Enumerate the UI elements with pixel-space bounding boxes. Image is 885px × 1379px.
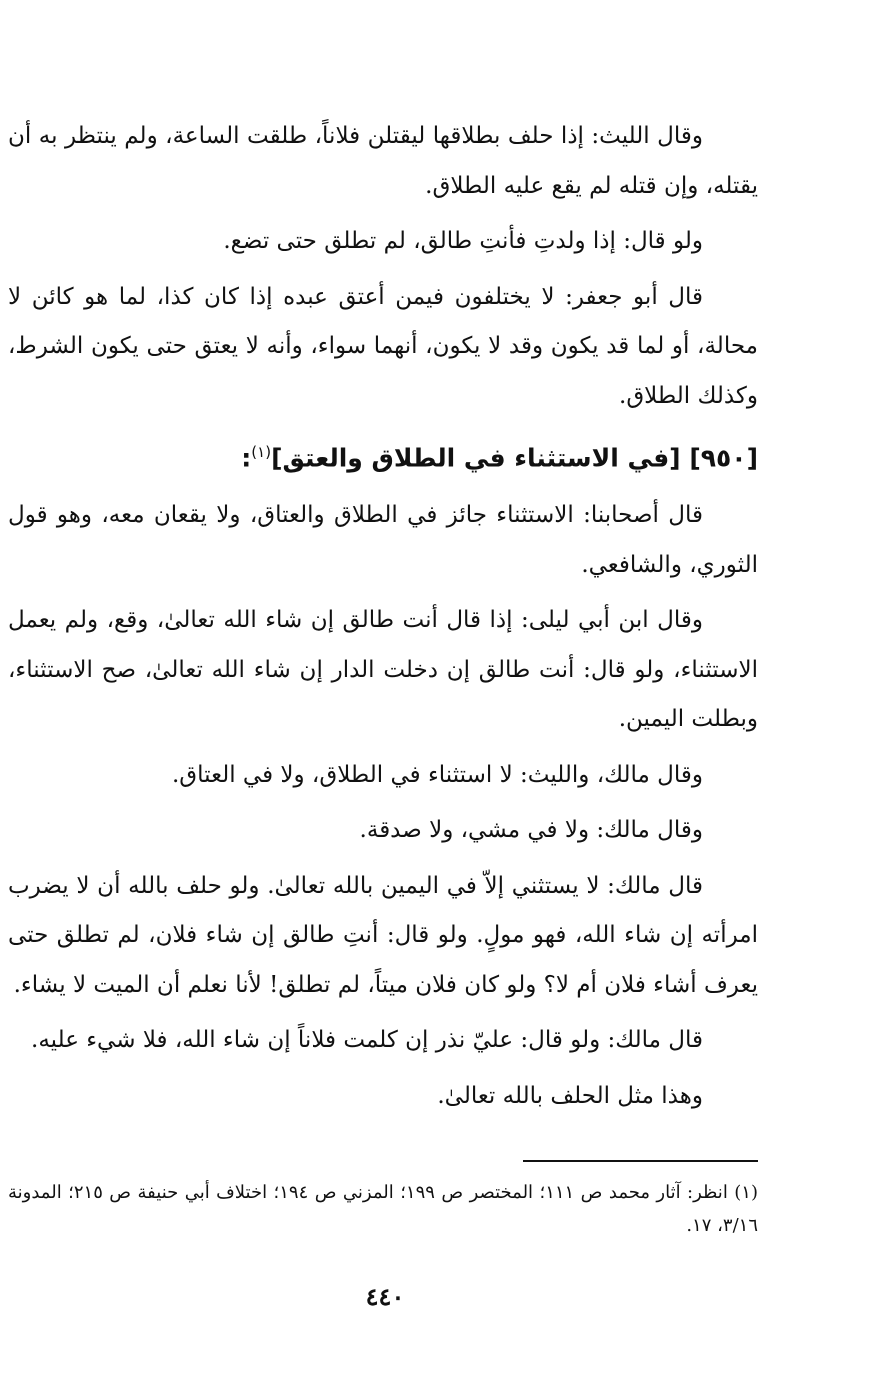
paragraph-malik-walking: وقال مالك: ولا في مشي، ولا صدقة. [359, 817, 703, 844]
paragraph-ibn-abi-layla: وقال ابن أبي ليلى: إذا قال أنت طالق إن شاء الله تعالىٰ، وقع، ولم يعمل الاستثناء، ولو قال: أنت طالق إن دخلت الدار إن شاء الله تعالىٰ، صح الاستثناء، وبطلت اليمين. [8, 607, 758, 733]
footnote-mark: (١) [734, 1182, 758, 1203]
section-number: [٩٥٠] [689, 443, 758, 473]
paragraph-malik-layth: وقال مالك، والليث: لا استثناء في الطلاق، ولا في العتاق. [172, 761, 703, 788]
footnote-text: انظر: آثار محمد ص ١١١؛ المختصر ص ١٩٩؛ المزني ص ١٩٤؛ اختلاف أبي حنيفة ص ٢١٥؛ المدونة ٣/١٦، ١٧. [8, 1182, 758, 1236]
section-heading [8, 427, 758, 483]
paragraph-malik-exception: قال مالك: لا يستثني إلاّ في اليمين بالله تعالىٰ. ولو حلف بالله أن لا يضرب امرأته إن شاء الله، فهو مولٍ. ولو قال: أنتِ طالق إن شاء فلان، لم تطلق حتى يعرف أشاء فلان أم لا؟ ولو كان فلان ميتاً، لم تطلق! لأنا نعلم أن الميت لا يشاء. [8, 872, 758, 998]
footnote-divider [523, 1160, 758, 1162]
heading-suffix: : [241, 443, 252, 473]
paragraph-oath-similar: وهذا مثل الحلف بالله تعالىٰ. [437, 1082, 703, 1109]
section-title: [في الاستثناء في الطلاق والعتق] [271, 443, 681, 473]
paragraph-birth-condition: ولو قال: إذا ولدتِ فأنتِ طالق، لم تطلق حتى تضع. [223, 228, 703, 254]
paragraph-layth-oath: وقال الليث: إذا حلف بطلاقها ليقتلن فلاناً، طلقت الساعة، ولم ينتظر به أن يقتله، وإن قتله لم يقع عليه الطلاق. [8, 123, 758, 199]
page-number: ٤٤٠ [365, 1282, 405, 1311]
footnote [8, 1176, 758, 1242]
paragraph-our-companions: قال أصحابنا: الاستثناء جائز في الطلاق والعتاق، ولا يقعان معه، وهو قول الثوري، والشافعي. [8, 502, 758, 578]
heading-footnote-mark: (١) [251, 443, 272, 461]
paragraph-abu-jafar: قال أبو جعفر: لا يختلفون فيمن أعتق عبده إذا كان كذا، لما هو كائن لا محالة، أو لما قد يكون وقد لا يكون، أنهما سواء، وأنه لا يعتق حتى يكون الشرط، وكذلك الطلاق. [8, 283, 758, 409]
body-text [8, 112, 758, 1127]
paragraph-malik-vow: قال مالك: ولو قال: عليّ نذر إن كلمت فلاناً إن شاء الله، فلا شيء عليه. [31, 1027, 703, 1054]
